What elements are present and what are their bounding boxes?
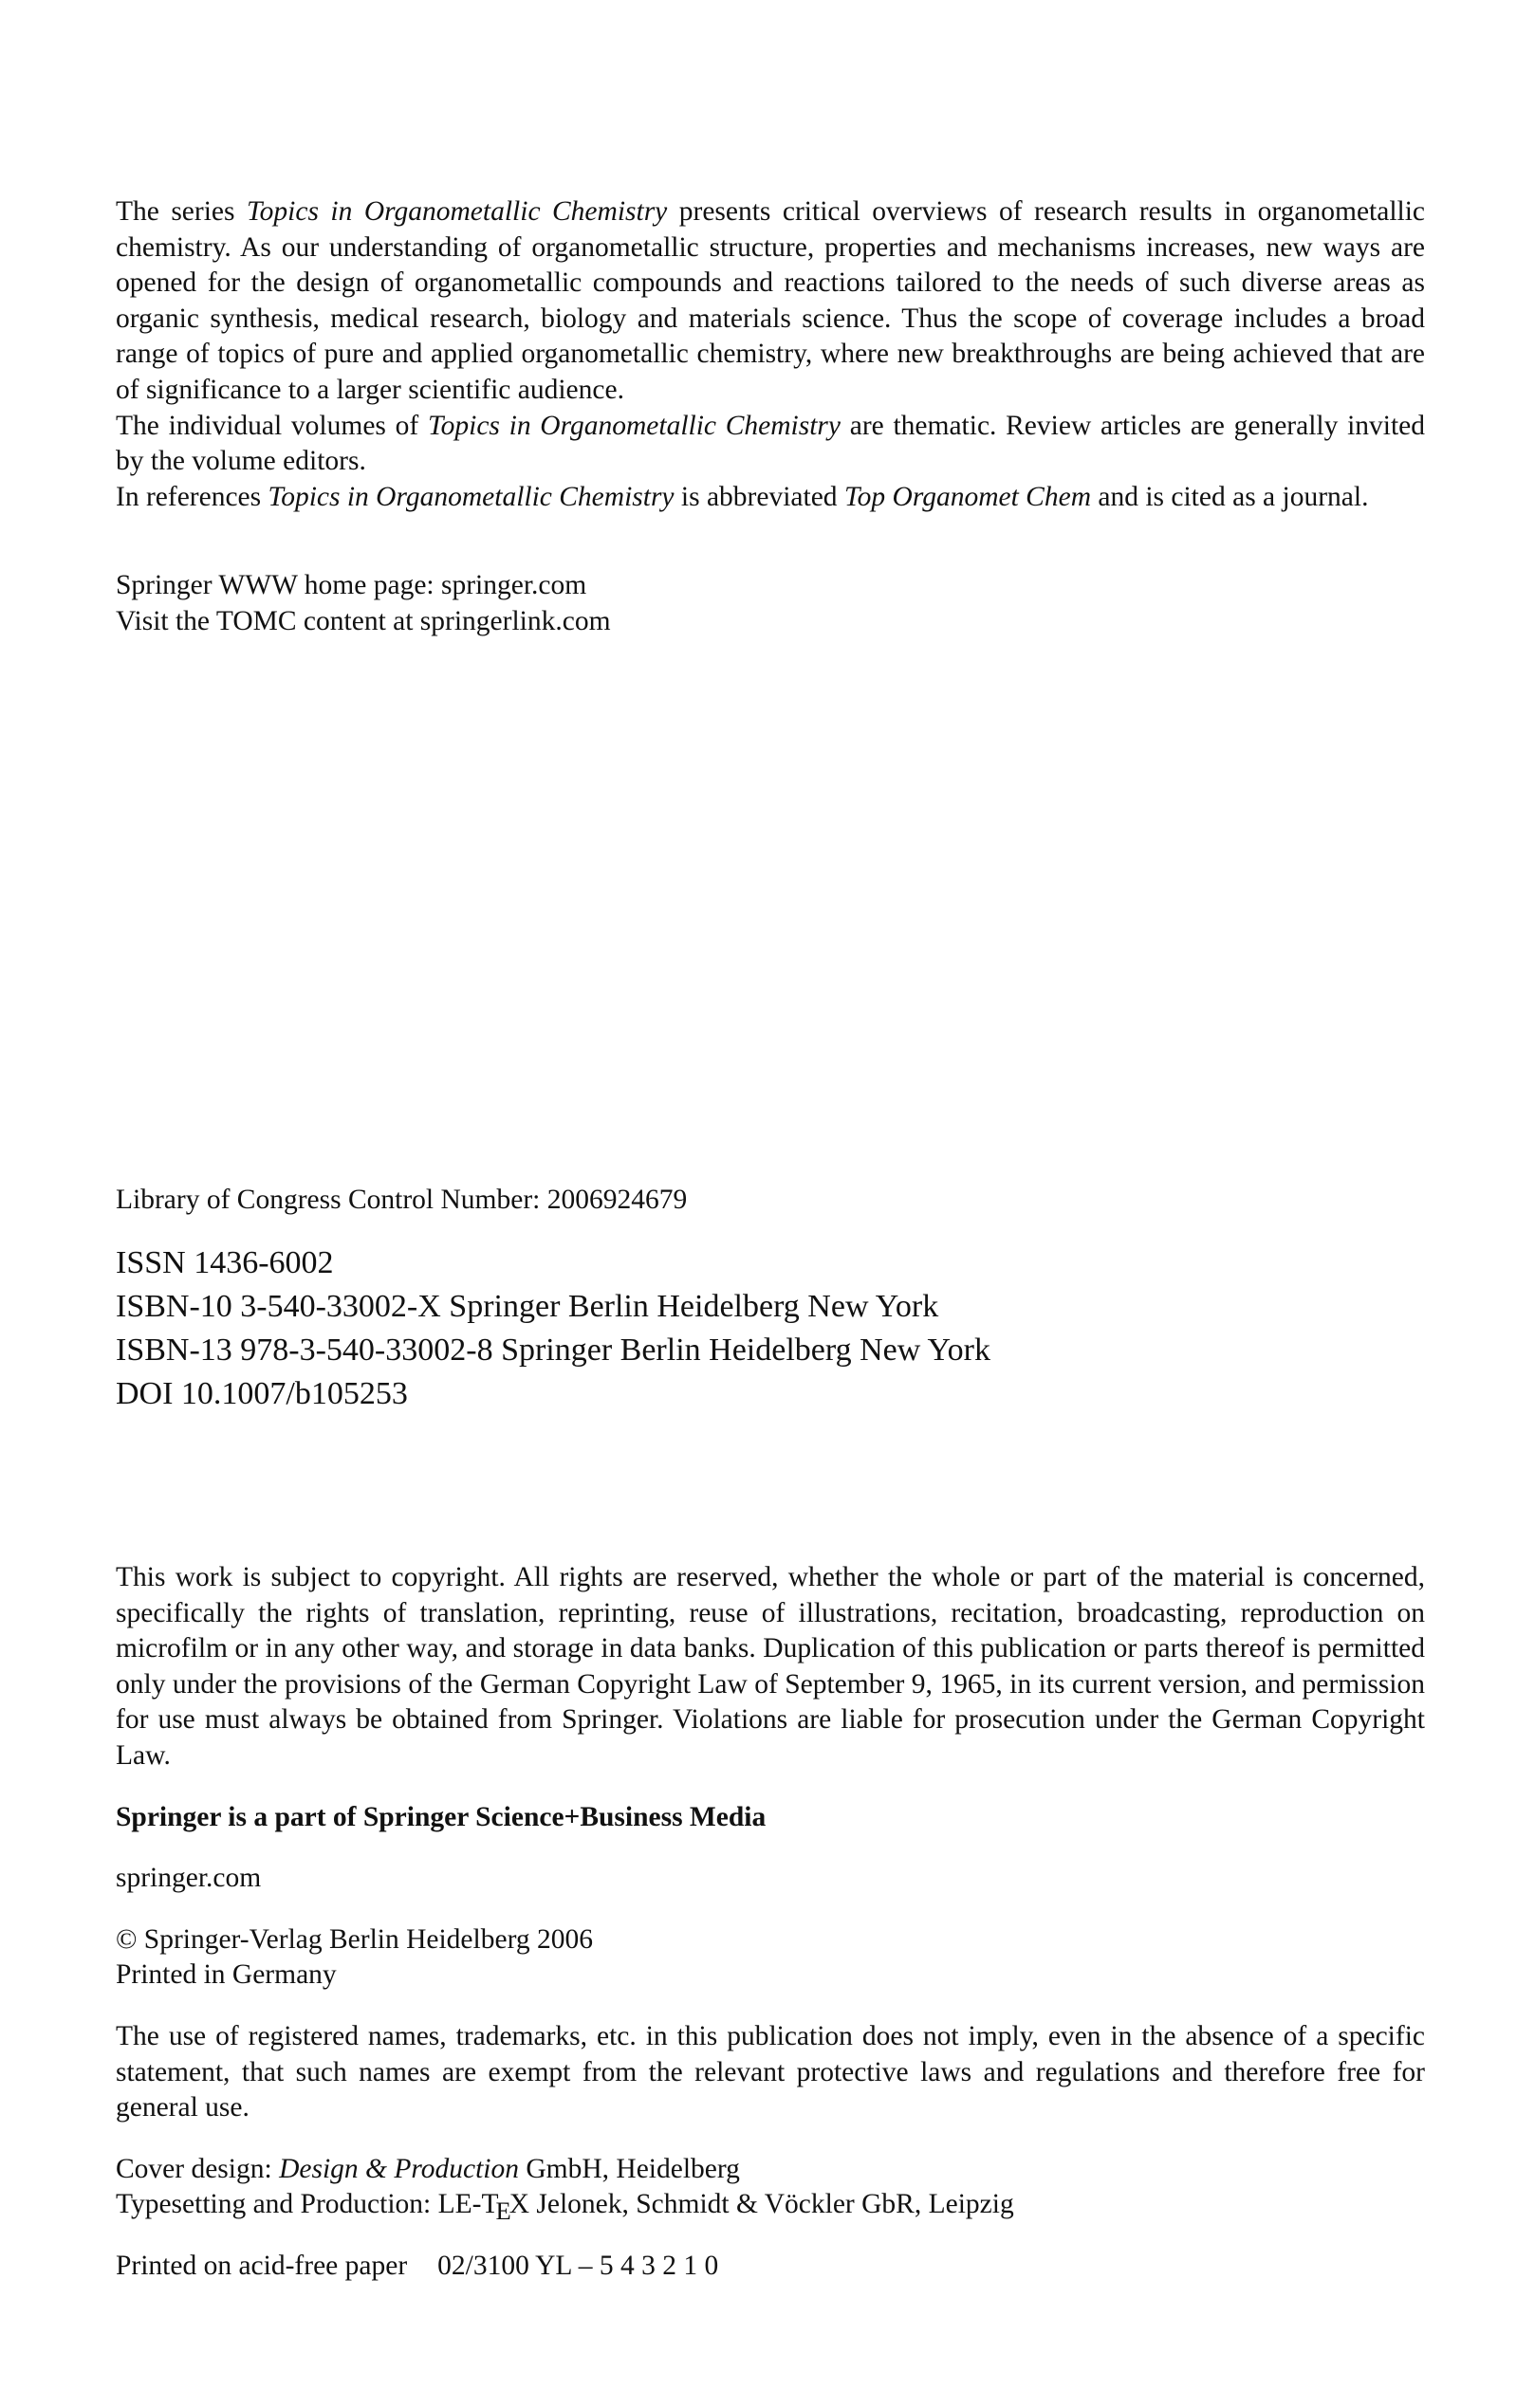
publication-identifiers	[116, 1241, 990, 1416]
isbn10-line: ISBN-10 3-540-33002-X Springer Berlin Heidelberg New York	[116, 1289, 939, 1324]
text-fragment: Typesetting and Production: LE-T	[116, 2189, 499, 2220]
series-title: Topics in Organometallic Chemistry	[246, 196, 668, 227]
series-paragraph	[116, 194, 1425, 409]
printing-line	[116, 2249, 1425, 2285]
text-fragment: and is cited as a journal.	[1091, 481, 1369, 512]
text-fragment: Cover design:	[116, 2153, 280, 2184]
volumes-paragraph	[116, 409, 1425, 480]
springer-site: springer.com	[116, 1863, 262, 1894]
isbn13-line: ISBN-13 978-3-540-33002-8 Springer Berlin Heidelberg New York	[116, 1333, 990, 1368]
series-title: Topics in Organometallic Chemistry	[268, 481, 675, 512]
springer-part-of: Springer is a part of Springer Science+Business Media	[116, 1801, 767, 1832]
legal-notices	[116, 1560, 1425, 2285]
copyright-page	[116, 194, 1426, 2281]
printed-in-line: Printed in Germany	[116, 1959, 337, 1991]
paper-note: Printed on acid-free paper	[116, 2250, 408, 2281]
text-fragment: are thematic. Review articles are generally invited by the volume editors.	[116, 410, 1426, 477]
text-fragment: GmbH, Heidelberg	[518, 2153, 740, 2184]
tex-logo-e: E	[495, 2197, 511, 2226]
trademark-notice: The use of registered names, trademarks, etc. in this publication does not imply, even in the absence of a specific statement, that such names are exempt from the relevant protective laws and regulations and therefore free for general use.	[116, 2020, 1425, 2123]
text-fragment: The series	[116, 196, 247, 227]
text-fragment: presents critical overviews of research results in organometallic chemistry. As our understanding of organometallic structure, properties and mechanisms increases, new ways are opened for the design of organometallic compounds and reactions tailored to the needs of such diverse areas as organic synthesis, medical research, biology and materials science. Thus the scope of coverage includes a broad range of topics of pure and applied organometallic chemistry, where new breakthroughs are being achieved that are of significance to a larger scientific audience.	[116, 196, 1426, 405]
journal-abbreviation: Top Organomet Chem	[843, 481, 1091, 512]
typesetting-line	[116, 2187, 1425, 2226]
print-code: 02/3100 YL – 5 4 3 2 1 0	[437, 2250, 719, 2281]
text-fragment: In references	[116, 481, 268, 512]
text-fragment: X Jelonek, Schmidt & Vöckler GbR, Leipzig	[509, 2189, 1014, 2220]
references-paragraph	[116, 480, 1425, 516]
text-fragment: The individual volumes of	[116, 410, 428, 441]
springer-homepage-line: Springer WWW home page: springer.com	[116, 570, 587, 601]
doi-line: DOI 10.1007/b105253	[116, 1376, 408, 1411]
web-links	[116, 568, 1425, 639]
copyright-line: © Springer-Verlag Berlin Heidelberg 2006	[116, 1923, 593, 1955]
series-title: Topics in Organometallic Chemistry	[427, 410, 841, 441]
issn-line: ISSN 1436-6002	[116, 1245, 334, 1280]
library-of-congress-number: Library of Congress Control Number: 2006924679	[116, 1185, 688, 1215]
springerlink-line: Visit the TOMC content at springerlink.com	[116, 605, 611, 636]
cover-design-line	[116, 2152, 1425, 2188]
copyright-notice: This work is subject to copyright. All rights are reserved, whether the whole or part of the material is concerned, specifically the rights of translation, reprinting, reuse of illustrations, recitation, broadcasting, reproduction on microfilm or in any other way, and storage in data banks. Duplication of this publication or parts thereof is permitted only under the provisions of the German Copyright Law of September 9, 1965, in its current version, and permission for use must always be obtained from Springer. Violations are liable for prosecution under the German Copyright Law.	[116, 1562, 1425, 1771]
text-fragment: is abbreviated	[674, 481, 844, 512]
series-description	[116, 194, 1425, 515]
cover-designer: Design & Production	[279, 2153, 519, 2184]
